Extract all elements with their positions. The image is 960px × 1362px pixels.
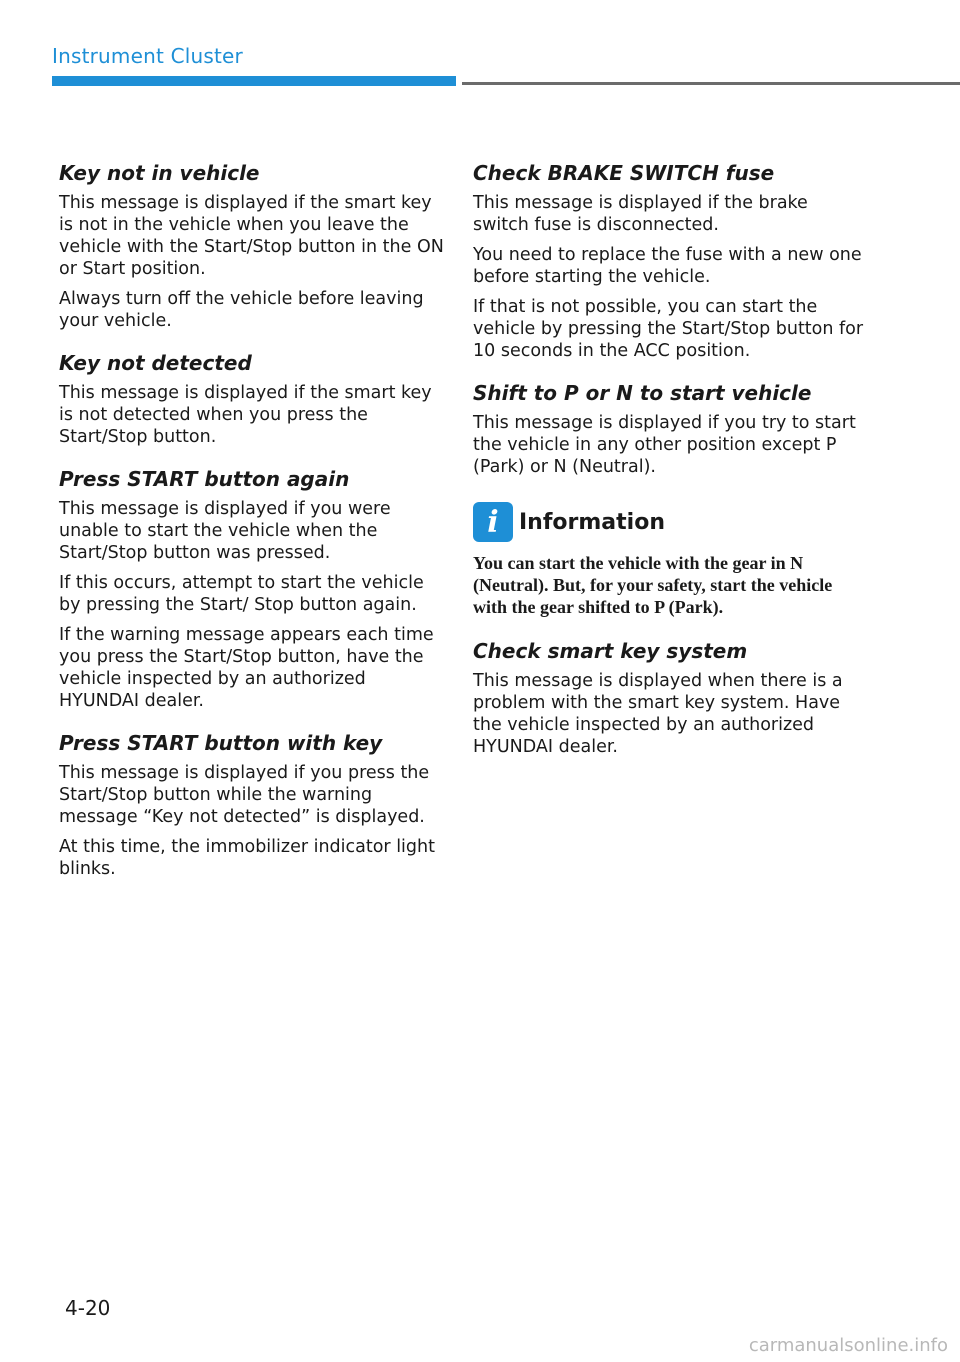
paragraph: This message is displayed if the smart key is not detected when you press the Start/Stop button. bbox=[59, 383, 432, 447]
paragraph: If that is not possible, you can start the vehicle by pressing the Start/Stop button for 10 seconds in the ACC position. bbox=[473, 297, 864, 361]
section-heading: Press START button again bbox=[59, 467, 350, 491]
section-shift-to-p-or-n bbox=[473, 380, 865, 478]
paragraph: If the warning message appears each time you press the Start/Stop button, have the vehicle inspected by an authorized HYUNDAI dealer. bbox=[59, 625, 434, 711]
section-heading: Check BRAKE SWITCH fuse bbox=[473, 161, 775, 185]
section-check-smart-key-system bbox=[473, 638, 865, 758]
paragraph: This message is displayed if you were unable to start the vehicle when the Start/Stop button was pressed. bbox=[59, 499, 391, 563]
header-rule bbox=[462, 82, 960, 85]
paragraph: This message is displayed if the brake switch fuse is disconnected. bbox=[473, 193, 808, 235]
page-number: 4-20 bbox=[65, 1296, 111, 1320]
section-heading: Shift to P or N to start vehicle bbox=[473, 381, 812, 405]
paragraph: This message is displayed when there is a problem with the smart key system. Have the vehicle inspected by an authorized HYUNDAI dealer. bbox=[473, 671, 843, 757]
section-key-not-in-vehicle bbox=[59, 160, 444, 332]
info-icon: i bbox=[473, 502, 513, 542]
paragraph: If this occurs, attempt to start the vehicle by pressing the Start/ Stop button again. bbox=[59, 573, 424, 615]
information-text: You can start the vehicle with the gear in N (Neutral). But, for your safety, start the vehicle with the gear shifted to P (Park). bbox=[473, 553, 833, 617]
section-key-not-detected bbox=[59, 350, 444, 448]
section-heading: Key not in vehicle bbox=[59, 161, 260, 185]
paragraph: This message is displayed if you press the Start/Stop button while the warning message “Key not detected” is displayed. bbox=[59, 763, 430, 827]
section-title: Instrument Cluster bbox=[52, 44, 243, 68]
section-heading: Press START button with key bbox=[59, 731, 383, 755]
section-check-brake-switch-fuse bbox=[473, 160, 865, 362]
section-heading: Key not detected bbox=[59, 351, 252, 375]
section-press-start-with-key bbox=[59, 730, 444, 880]
right-column bbox=[473, 160, 865, 776]
left-column bbox=[59, 160, 444, 898]
paragraph: This message is displayed if you try to start the vehicle in any other position except P (Park) or N (Neutral). bbox=[473, 413, 856, 477]
paragraph: This message is displayed if the smart key is not in the vehicle when you leave the vehicle with the Start/Stop button in the ON or Start position. bbox=[59, 193, 444, 279]
paragraph: Always turn off the vehicle before leaving your vehicle. bbox=[59, 289, 424, 331]
information-box bbox=[473, 502, 865, 618]
section-press-start-again bbox=[59, 466, 444, 712]
paragraph: At this time, the immobilizer indicator light blinks. bbox=[59, 837, 435, 879]
paragraph: You need to replace the fuse with a new one before starting the vehicle. bbox=[473, 245, 862, 287]
information-title: Information bbox=[519, 509, 665, 535]
information-header bbox=[473, 502, 865, 542]
header-accent-bar bbox=[52, 76, 456, 86]
watermark: carmanualsonline.info bbox=[748, 1335, 948, 1356]
section-heading: Check smart key system bbox=[473, 639, 748, 663]
